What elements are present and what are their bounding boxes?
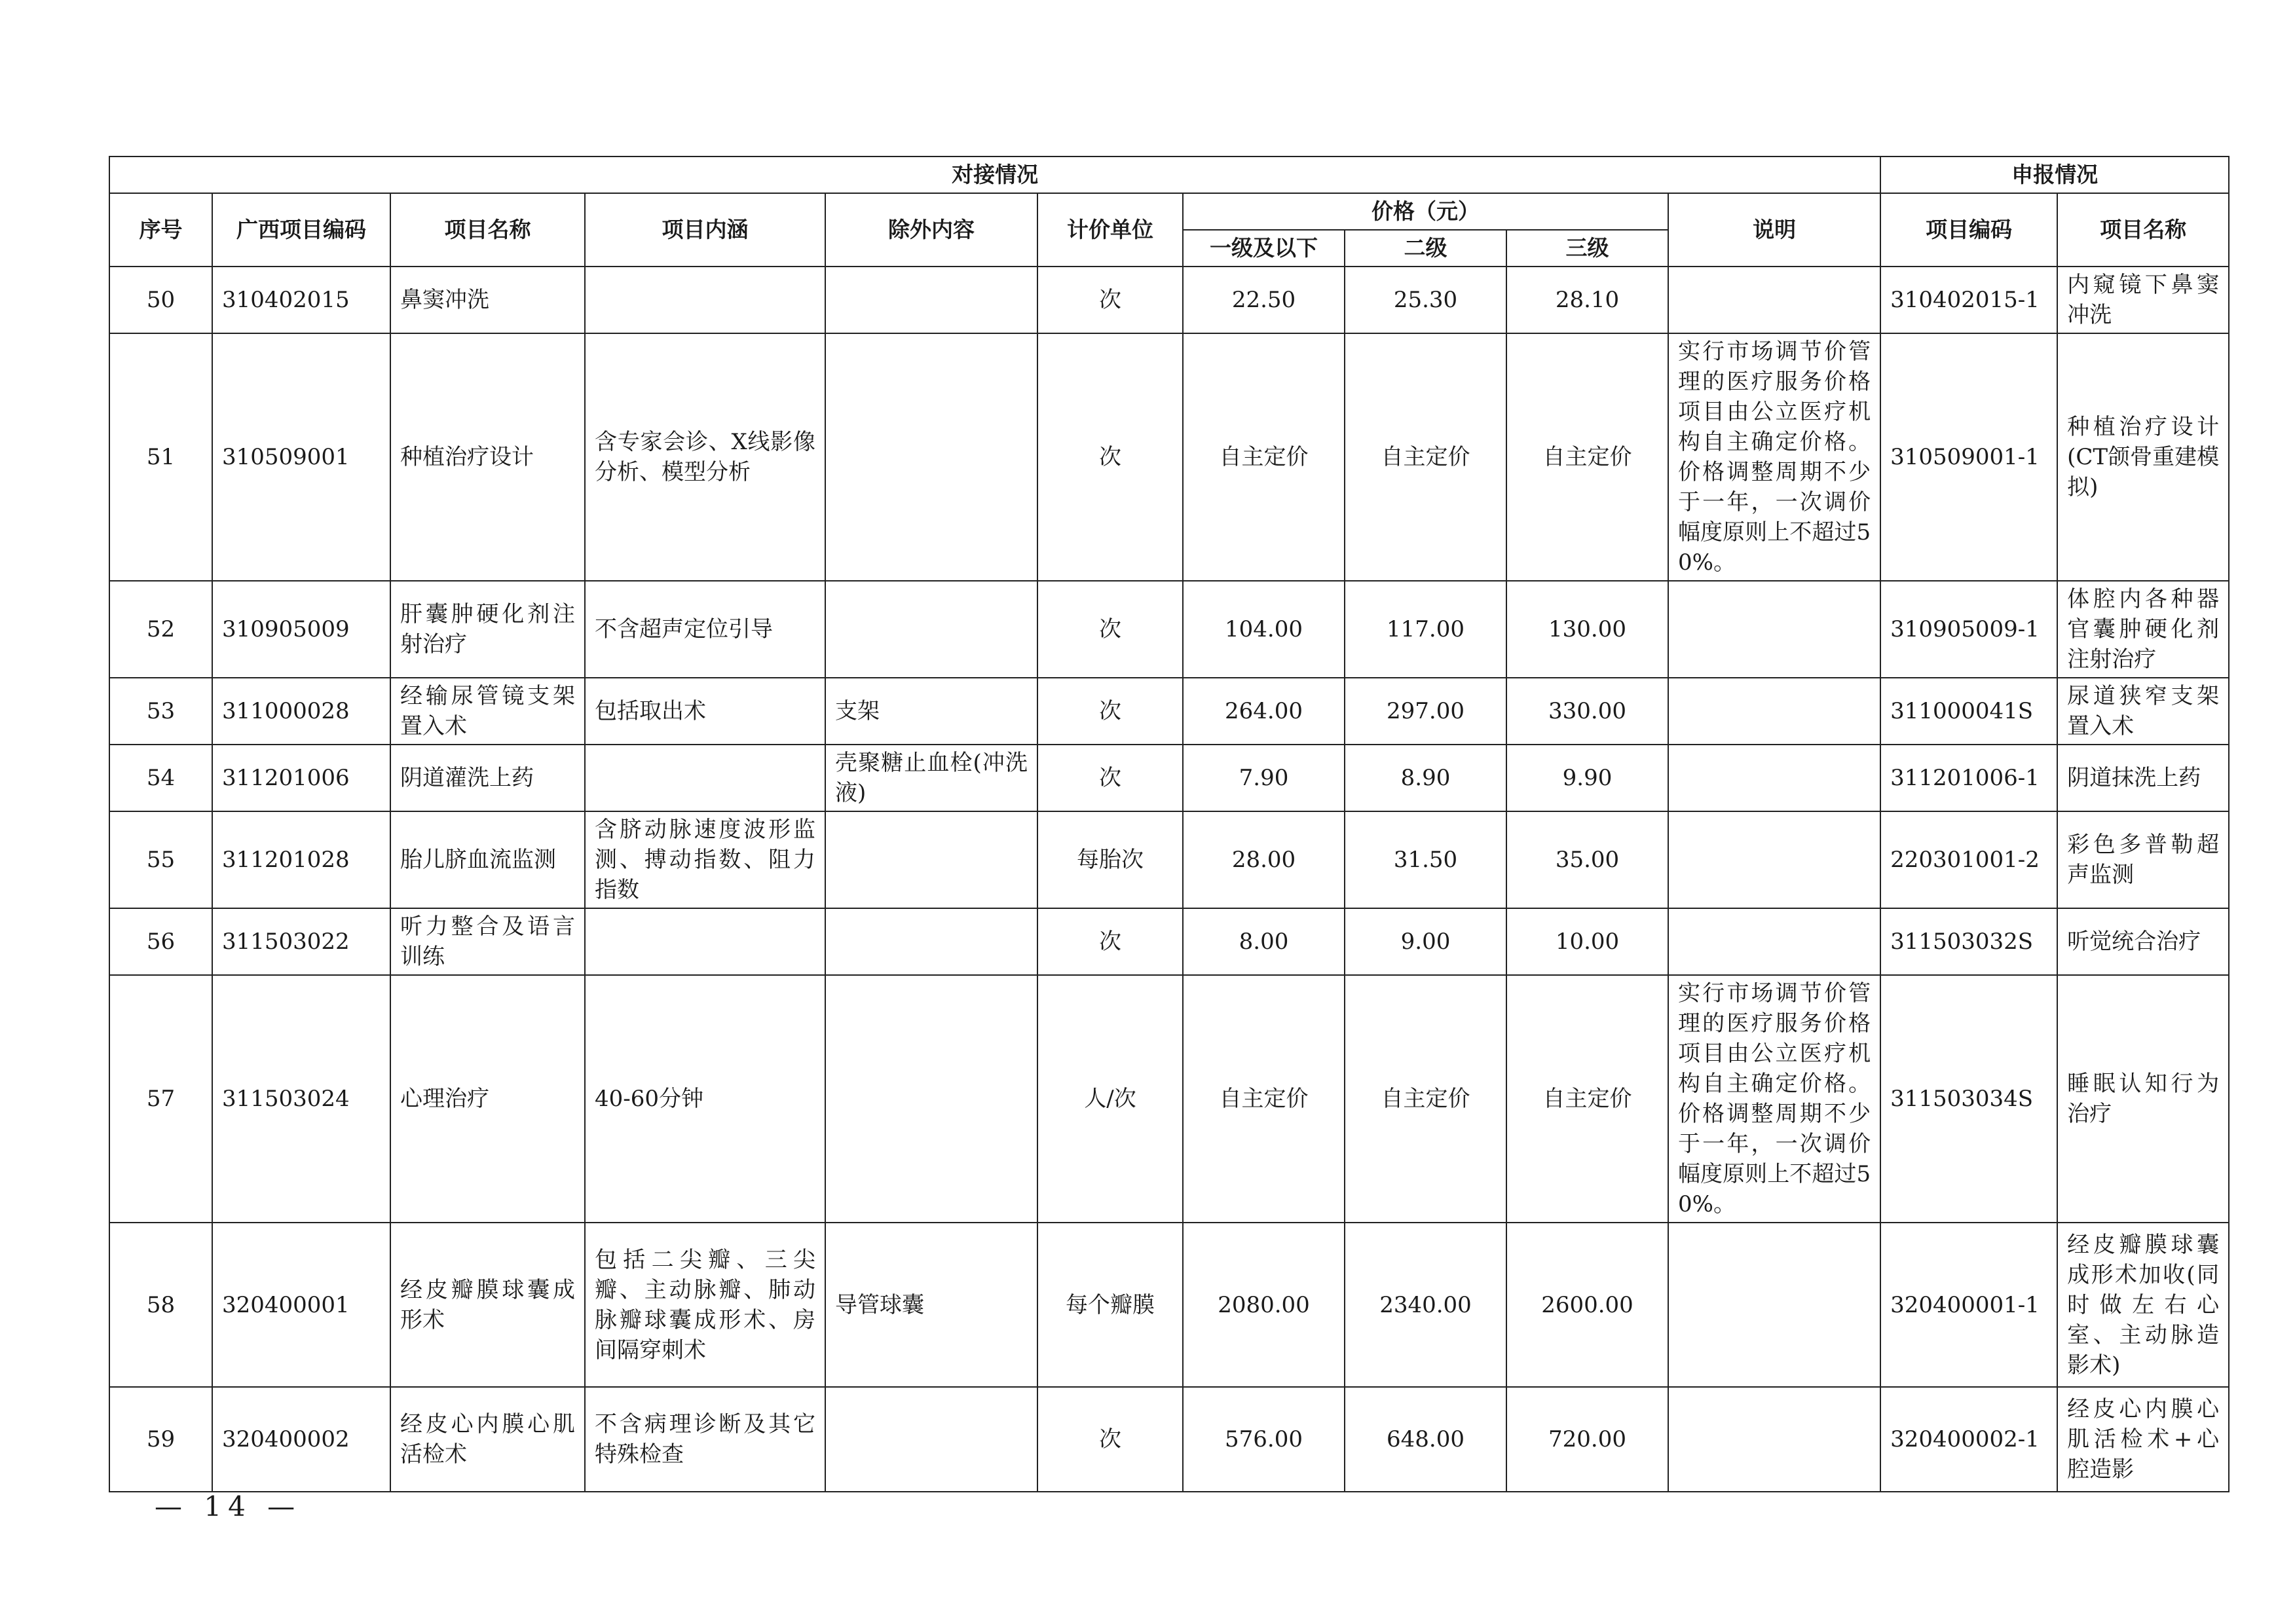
row-report-name: 种植治疗设计(CT颌骨重建模拟) xyxy=(2057,333,2229,581)
header-excluded: 除外内容 xyxy=(825,193,1037,267)
header-gx-code: 广西项目编码 xyxy=(212,193,390,267)
header-unit: 计价单位 xyxy=(1037,193,1183,267)
row-content: 包括二尖瓣、三尖瓣、主动脉瓣、肺动脉瓣球囊成形术、房间隔穿刺术 xyxy=(585,1223,825,1387)
row-index: 57 xyxy=(109,975,212,1223)
row-price-level2: 自主定价 xyxy=(1345,975,1506,1223)
row-price-level2: 自主定价 xyxy=(1345,333,1506,581)
row-note: 实行市场调节价管理的医疗服务价格项目由公立医疗机构自主确定价格。价格调整周期不少于一年，一次调价幅度原则上不超过50%。 xyxy=(1668,333,1880,581)
table-row xyxy=(109,908,2229,975)
page-number: — 14 — xyxy=(155,1490,302,1522)
row-report-name: 经皮瓣膜球囊成形术加收(同时做左右心室、主动脉造影术) xyxy=(2057,1223,2229,1387)
row-note xyxy=(1668,581,1880,678)
row-price-level3: 10.00 xyxy=(1506,908,1668,975)
row-price-level1: 自主定价 xyxy=(1183,333,1345,581)
row-content: 含专家会诊、X线影像分析、模型分析 xyxy=(585,333,825,581)
row-excluded: 支架 xyxy=(825,678,1037,745)
row-unit: 次 xyxy=(1037,1387,1183,1492)
row-name: 经皮瓣膜球囊成形术 xyxy=(390,1223,585,1387)
row-unit: 次 xyxy=(1037,581,1183,678)
row-unit: 次 xyxy=(1037,267,1183,333)
row-report-code: 310509001-1 xyxy=(1880,333,2057,581)
row-index: 51 xyxy=(109,333,212,581)
row-gx-code: 311201028 xyxy=(212,811,390,908)
row-excluded: 导管球囊 xyxy=(825,1223,1037,1387)
row-report-name: 听觉统合治疗 xyxy=(2057,908,2229,975)
row-price-level3: 2600.00 xyxy=(1506,1223,1668,1387)
row-index: 58 xyxy=(109,1223,212,1387)
table-row xyxy=(109,267,2229,333)
table-row xyxy=(109,1387,2229,1492)
row-report-code: 311000041S xyxy=(1880,678,2057,745)
row-name: 鼻窦冲洗 xyxy=(390,267,585,333)
row-excluded xyxy=(825,811,1037,908)
row-note xyxy=(1668,267,1880,333)
row-report-code: 320400001-1 xyxy=(1880,1223,2057,1387)
row-content xyxy=(585,267,825,333)
row-note: 实行市场调节价管理的医疗服务价格项目由公立医疗机构自主确定价格。价格调整周期不少于一年，一次调价幅度原则上不超过50%。 xyxy=(1668,975,1880,1223)
row-excluded xyxy=(825,333,1037,581)
row-index: 50 xyxy=(109,267,212,333)
table-row xyxy=(109,333,2229,581)
row-index: 55 xyxy=(109,811,212,908)
row-note xyxy=(1668,1387,1880,1492)
row-report-code: 311201006-1 xyxy=(1880,745,2057,811)
row-price-level1: 576.00 xyxy=(1183,1387,1345,1492)
row-unit: 每个瓣膜 xyxy=(1037,1223,1183,1387)
row-content: 含脐动脉速度波形监测、搏动指数、阻力指数 xyxy=(585,811,825,908)
row-name: 肝囊肿硬化剂注射治疗 xyxy=(390,581,585,678)
header-level1: 一级及以下 xyxy=(1183,230,1345,267)
row-price-level3: 720.00 xyxy=(1506,1387,1668,1492)
header-index: 序号 xyxy=(109,193,212,267)
row-unit: 次 xyxy=(1037,908,1183,975)
row-gx-code: 310402015 xyxy=(212,267,390,333)
row-price-level3: 330.00 xyxy=(1506,678,1668,745)
column-header-row xyxy=(109,193,2229,230)
row-excluded: 壳聚糖止血栓(冲洗液) xyxy=(825,745,1037,811)
row-index: 59 xyxy=(109,1387,212,1492)
table-row xyxy=(109,678,2229,745)
table-row xyxy=(109,975,2229,1223)
row-name: 胎儿脐血流监测 xyxy=(390,811,585,908)
row-report-name: 尿道狭窄支架置入术 xyxy=(2057,678,2229,745)
row-price-level3: 自主定价 xyxy=(1506,333,1668,581)
row-price-level1: 264.00 xyxy=(1183,678,1345,745)
row-report-name: 睡眠认知行为治疗 xyxy=(2057,975,2229,1223)
row-gx-code: 320400001 xyxy=(212,1223,390,1387)
header-report-code: 项目编码 xyxy=(1880,193,2057,267)
pricing-table xyxy=(109,156,2230,1492)
row-report-name: 阴道抹洗上药 xyxy=(2057,745,2229,811)
row-index: 54 xyxy=(109,745,212,811)
table-row xyxy=(109,1223,2229,1387)
row-excluded xyxy=(825,908,1037,975)
row-report-name: 内窥镜下鼻窦冲洗 xyxy=(2057,267,2229,333)
row-content xyxy=(585,745,825,811)
row-report-code: 220301001-2 xyxy=(1880,811,2057,908)
row-price-level3: 28.10 xyxy=(1506,267,1668,333)
row-gx-code: 311503024 xyxy=(212,975,390,1223)
table-row xyxy=(109,745,2229,811)
header-content: 项目内涵 xyxy=(585,193,825,267)
row-note xyxy=(1668,811,1880,908)
row-price-level2: 297.00 xyxy=(1345,678,1506,745)
header-report-name: 项目名称 xyxy=(2057,193,2229,267)
row-report-code: 311503032S xyxy=(1880,908,2057,975)
header-price: 价格（元） xyxy=(1183,193,1668,230)
row-report-name: 体腔内各种器官囊肿硬化剂注射治疗 xyxy=(2057,581,2229,678)
row-price-level1: 7.90 xyxy=(1183,745,1345,811)
row-price-level2: 8.90 xyxy=(1345,745,1506,811)
row-gx-code: 310509001 xyxy=(212,333,390,581)
row-name: 经输尿管镜支架置入术 xyxy=(390,678,585,745)
row-excluded xyxy=(825,975,1037,1223)
row-gx-code: 311503022 xyxy=(212,908,390,975)
row-price-level1: 2080.00 xyxy=(1183,1223,1345,1387)
row-content: 40-60分钟 xyxy=(585,975,825,1223)
row-report-code: 310402015-1 xyxy=(1880,267,2057,333)
row-unit: 次 xyxy=(1037,678,1183,745)
table-row xyxy=(109,811,2229,908)
header-name: 项目名称 xyxy=(390,193,585,267)
row-report-name: 彩色多普勒超声监测 xyxy=(2057,811,2229,908)
row-report-code: 320400002-1 xyxy=(1880,1387,2057,1492)
row-note xyxy=(1668,745,1880,811)
row-unit: 人/次 xyxy=(1037,975,1183,1223)
row-price-level1: 22.50 xyxy=(1183,267,1345,333)
row-price-level2: 648.00 xyxy=(1345,1387,1506,1492)
header-level2: 二级 xyxy=(1345,230,1506,267)
row-name: 阴道灌洗上药 xyxy=(390,745,585,811)
row-content: 不含病理诊断及其它特殊检查 xyxy=(585,1387,825,1492)
row-excluded xyxy=(825,581,1037,678)
row-unit: 次 xyxy=(1037,333,1183,581)
row-name: 种植治疗设计 xyxy=(390,333,585,581)
row-unit: 每胎次 xyxy=(1037,811,1183,908)
row-gx-code: 320400002 xyxy=(212,1387,390,1492)
header-note: 说明 xyxy=(1668,193,1880,267)
row-name: 听力整合及语言训练 xyxy=(390,908,585,975)
row-price-level2: 2340.00 xyxy=(1345,1223,1506,1387)
section-report: 申报情况 xyxy=(1880,157,2229,193)
row-content xyxy=(585,908,825,975)
section-docking: 对接情况 xyxy=(109,157,1880,193)
row-content: 包括取出术 xyxy=(585,678,825,745)
row-price-level1: 104.00 xyxy=(1183,581,1345,678)
row-price-level2: 25.30 xyxy=(1345,267,1506,333)
row-price-level3: 35.00 xyxy=(1506,811,1668,908)
row-report-code: 310905009-1 xyxy=(1880,581,2057,678)
row-content: 不含超声定位引导 xyxy=(585,581,825,678)
row-gx-code: 311000028 xyxy=(212,678,390,745)
row-price-level3: 自主定价 xyxy=(1506,975,1668,1223)
row-price-level1: 自主定价 xyxy=(1183,975,1345,1223)
row-note xyxy=(1668,908,1880,975)
row-index: 56 xyxy=(109,908,212,975)
table-row xyxy=(109,581,2229,678)
row-price-level1: 8.00 xyxy=(1183,908,1345,975)
row-index: 53 xyxy=(109,678,212,745)
row-excluded xyxy=(825,267,1037,333)
row-excluded xyxy=(825,1387,1037,1492)
row-unit: 次 xyxy=(1037,745,1183,811)
header-level3: 三级 xyxy=(1506,230,1668,267)
section-header-row xyxy=(109,157,2229,193)
row-name: 心理治疗 xyxy=(390,975,585,1223)
row-note xyxy=(1668,1223,1880,1387)
row-note xyxy=(1668,678,1880,745)
row-name: 经皮心内膜心肌活检术 xyxy=(390,1387,585,1492)
row-price-level3: 130.00 xyxy=(1506,581,1668,678)
row-gx-code: 310905009 xyxy=(212,581,390,678)
row-price-level2: 31.50 xyxy=(1345,811,1506,908)
row-price-level1: 28.00 xyxy=(1183,811,1345,908)
row-report-name: 经皮心内膜心肌活检术+心腔造影 xyxy=(2057,1387,2229,1492)
row-gx-code: 311201006 xyxy=(212,745,390,811)
row-price-level3: 9.90 xyxy=(1506,745,1668,811)
row-price-level2: 117.00 xyxy=(1345,581,1506,678)
row-price-level2: 9.00 xyxy=(1345,908,1506,975)
row-report-code: 311503034S xyxy=(1880,975,2057,1223)
row-index: 52 xyxy=(109,581,212,678)
